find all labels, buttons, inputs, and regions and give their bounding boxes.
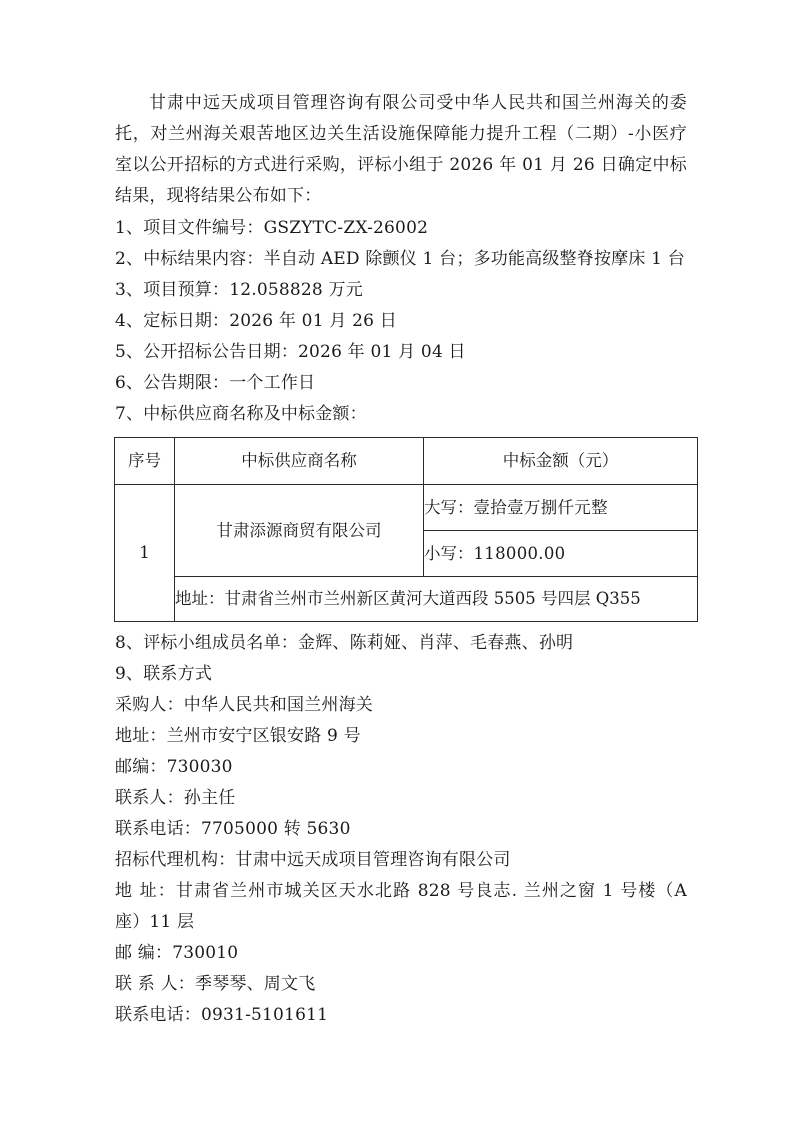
item-evaluation-panel: 8、评标小组成员名单：金辉、陈莉娅、肖萍、毛春燕、孙明 — [115, 633, 574, 653]
intro-paragraph: 甘肃中远天成项目管理咨询有限公司受中华人民共和国兰州海关的委托，对兰州海关艰苦地区边关生活设施保障能力提升工程（二期）-小医疗室以公开招标的方式进行采购，评标小组于 2026 年 01 月 26 日确定中标结果，现将结果公布如下： — [115, 93, 687, 206]
amount-upper-label: 大写： — [424, 497, 474, 517]
item-contact-heading: 9、联系方式 — [115, 664, 213, 684]
table-cell-supplier-name: 甘肃添源商贸有限公司 — [175, 485, 424, 577]
contact-agency-person: 联 系 人：季琴琴、周文飞 — [115, 974, 316, 994]
document-body — [115, 88, 687, 1031]
contact-agency: 招标代理机构：甘肃中远天成项目管理咨询有限公司 — [115, 850, 511, 870]
item-award-date: 4、定标日期：2026 年 01 月 26 日 — [115, 311, 397, 331]
amount-lower-label: 小写： — [424, 543, 474, 563]
item-award-content: 2、中标结果内容：半自动 AED 除颤仪 1 台；多功能高级整脊按摩床 1 台 — [115, 249, 685, 269]
table-header-row — [115, 438, 698, 485]
contact-agency-postcode: 邮 编：730010 — [115, 943, 239, 963]
table-header-seq: 序号 — [115, 438, 175, 485]
table-cell-supplier-address: 地址：甘肃省兰州市兰州新区黄河大道西段 5505 号四层 Q355 — [175, 577, 698, 622]
contact-purchaser-postcode: 邮编：730030 — [115, 757, 233, 777]
item-announcement-date: 5、公开招标公告日期：2026 年 01 月 04 日 — [115, 342, 466, 362]
item-project-budget: 3、项目预算：12.058828 万元 — [115, 280, 363, 300]
winning-bidder-table — [114, 437, 698, 622]
amount-upper-value: 壹拾壹万捌仟元整 — [473, 497, 608, 517]
table-header-supplier: 中标供应商名称 — [175, 438, 424, 485]
contact-agency-phone: 联系电话：0931-5101611 — [115, 1005, 329, 1025]
table-header-amount: 中标金额（元） — [424, 438, 698, 485]
table-cell-amount-lower — [424, 531, 698, 577]
amount-lower-value: 118000.00 — [473, 543, 566, 563]
table-cell-amount-upper — [424, 485, 698, 531]
contact-purchaser-phone: 联系电话：7705000 转 5630 — [115, 819, 351, 839]
contact-purchaser-person: 联系人：孙主任 — [115, 788, 236, 808]
item-table-heading: 7、中标供应商名称及中标金额： — [115, 404, 367, 424]
item-announcement-period: 6、公告期限：一个工作日 — [115, 373, 316, 393]
contact-purchaser: 采购人：中华人民共和国兰州海关 — [115, 695, 373, 715]
table-cell-seq: 1 — [115, 485, 175, 622]
item-project-file-number: 1、项目文件编号：GSZYTC-ZX-26002 — [115, 218, 429, 238]
contact-agency-address: 地 址：甘肃省兰州市城关区天水北路 828 号良志. 兰州之窗 1 号楼（A 座）11 层 — [115, 881, 687, 932]
table-row — [115, 577, 698, 622]
table-row — [115, 485, 698, 531]
contact-purchaser-address: 地址：兰州市安宁区银安路 9 号 — [115, 726, 361, 746]
